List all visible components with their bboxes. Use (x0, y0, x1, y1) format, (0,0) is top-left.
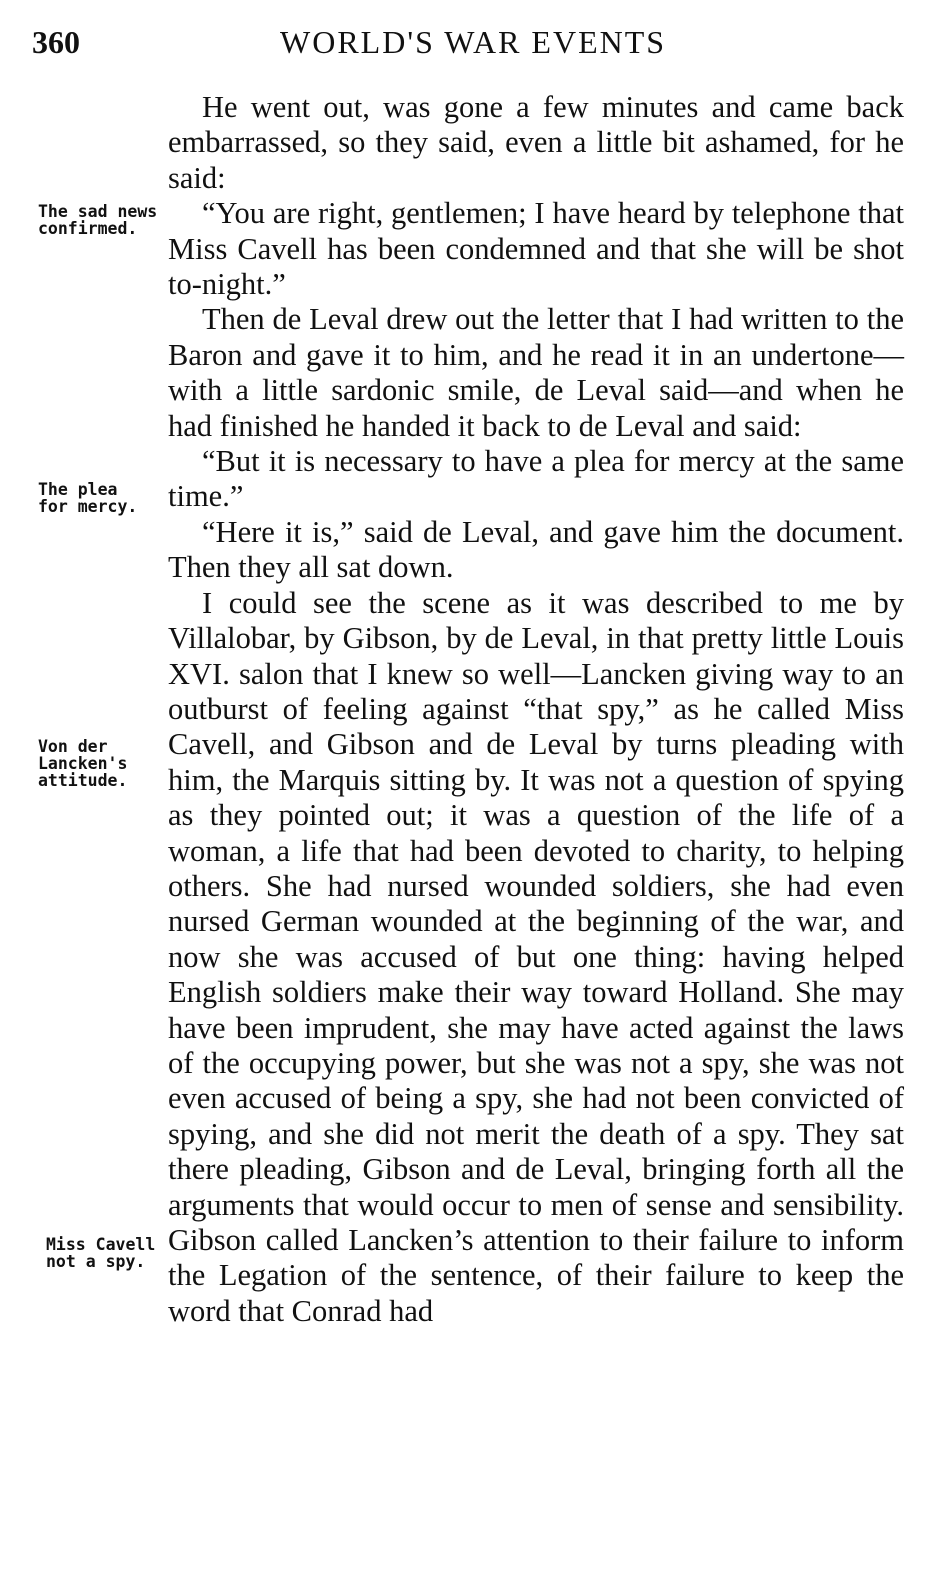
paragraph: I could see the scene as it was described to me by Villalobar, by Gibson, by de Leval, in that pretty little Louis XVI. salon that I knew so well—Lancken giving way to an outburst of feeling against “that spy,” as he called Miss Cavell, and Gibson and de Leval by turns pleading with him, the Marquis sitting by. It was not a question of spying as they pointed out; it was a question of the life of a woman, a life that had been devoted to charity, to helping others. She had nursed wounded soldiers, she had even nursed German wounded at the beginning of the war, and now she was accused of but one thing: having helped English soldiers make their way toward Holland. She may have been imprudent, she may have acted against the laws of the occupying power, but she was not a spy, she was not even accused of being a spy, she had not been convicted of spying, and she did not merit the death of a spy. They sat there pleading, Gibson and de Leval, bringing forth all the arguments that would occur to men of sense and sensibility. Gibson called Lancken’s attention to their failure to inform the Legation of the sentence, of their failure to keep the word that Conrad had (168, 585, 904, 1328)
running-title: WORLD'S WAR EVENTS (280, 24, 667, 60)
paragraph: “But it is necessary to have a plea for mercy at the same time.” (168, 444, 904, 514)
margin-note-lancken: Von der Lancken's attitude. (38, 737, 128, 790)
paragraph: He went out, was gone a few minutes and came back embarrassed, so they said, even a little bit ashamed, for he said: (168, 90, 904, 195)
main-text (168, 90, 904, 1329)
paragraph: Then de Leval drew out the letter that I had written to the Baron and gave it to him, and he read it in an undertone—with a little sardonic smile, de Leval said—and when he had finished he handed it back to de Leval and said: (168, 302, 904, 443)
paragraph: “Here it is,” said de Leval, and gave him the document. Then they all sat down. (168, 514, 904, 585)
margin-note-sad-news: The sad news confirmed. (38, 202, 158, 238)
page-header (32, 24, 912, 74)
margin-note-cavell: Miss Cavell not a spy. (46, 1235, 156, 1271)
paragraph: “You are right, gentlemen; I have heard by telephone that Miss Cavell has been condemned and that she will be shot to-night.” (168, 196, 904, 302)
margin-note-plea: The plea for mercy. (38, 480, 138, 516)
page-number: 360 (32, 24, 80, 60)
